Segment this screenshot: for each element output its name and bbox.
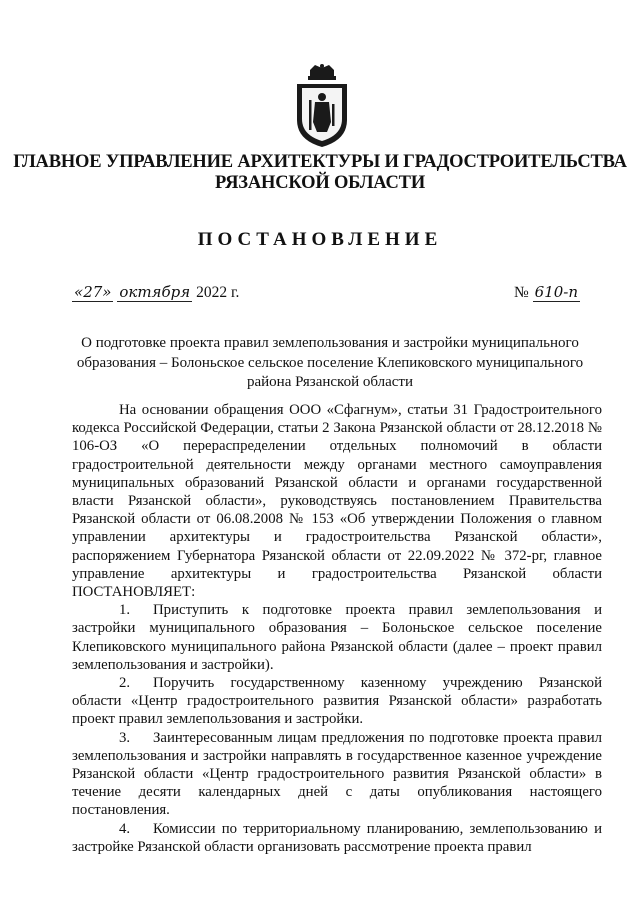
item-number: 3. — [119, 729, 131, 746]
item-text: Приступить к подготовке проекта правил землепользования и застройки муниципального образования – Болоньское сельское поселение Клепиковского муниципального района Рязанской области (далее – проект правил землепользования и застройки). — [72, 602, 602, 673]
preamble-paragraph: На основании обращения ООО «Сфагнум», статьи 31 Градостроительного кодекса Российской Федерации, статьи 2 Закона Рязанской области от 28.12.2018 № 106-ОЗ «О перераспределении отдельных полномочий в области градостроительной деятельности между органами местного самоуправления муниципальных образований Рязанской области и органами государственной власти Рязанской области», руководствуясь постановлением Правительства Рязанской области от 06.08.2008 № 153 «Об утверждении Положения о главном управлении архитектуры и градостроительства Рязанской области», распоряжением Губернатора Рязанской области от 22.09.2022 № 372-рг, главное управление архитектуры и градостроительства Рязанской области ПОСТАНОВЛЯЕТ: — [72, 402, 602, 601]
date-handwritten-open: «27» — [74, 283, 112, 301]
item-number: 1. — [119, 602, 131, 619]
document-date — [72, 283, 239, 302]
document-type-title: ПОСТАНОВЛЕНИЕ — [197, 229, 443, 250]
document-body — [72, 401, 602, 856]
item-text: Заинтересованным лицам предложения по подготовке проекта правил землепользования и застройки направлять в государственное казенное учреждение Рязанской области «Центр градостроительного развития Рязанской области» в течение десяти календарных дней с даты опубликования настоящего постановления. — [72, 729, 602, 819]
org-title-line1: ГЛАВНОЕ УПРАВЛЕНИЕ АРХИТЕКТУРЫ И ГРАДОСТРОИТЕЛЬСТВА — [13, 152, 627, 172]
date-month: октября — [119, 283, 191, 301]
number-prefix: № — [514, 284, 529, 301]
item-number: 4. — [119, 820, 131, 837]
document-subject: О подготовке проекта правил землепользования и застройки муниципального образования – Болоньское сельское поселение Клепиковского муниципального района Рязанской области — [76, 335, 584, 390]
item-text: Комиссии по территориальному планированию, землепользованию и застройке Рязанской области организовать рассмотрение проекта правил — [72, 820, 602, 855]
list-item — [72, 601, 602, 674]
number-value: 610-п — [534, 283, 579, 301]
document-number — [514, 283, 580, 302]
date-year: 2022 г. — [196, 284, 240, 301]
list-item — [72, 674, 602, 729]
org-title-line2: РЯЗАНСКОЙ ОБЛАСТИ — [214, 173, 426, 193]
item-text: Поручить государственному казенному учреждению Рязанской области «Центр градостроительного развития Рязанской области» разработать проект правил землепользования и застройки. — [72, 675, 602, 728]
list-item — [72, 820, 602, 856]
list-item — [72, 729, 602, 820]
date-day: 27 — [83, 283, 103, 301]
coat-of-arms-icon — [293, 64, 351, 148]
item-number: 2. — [119, 675, 131, 692]
